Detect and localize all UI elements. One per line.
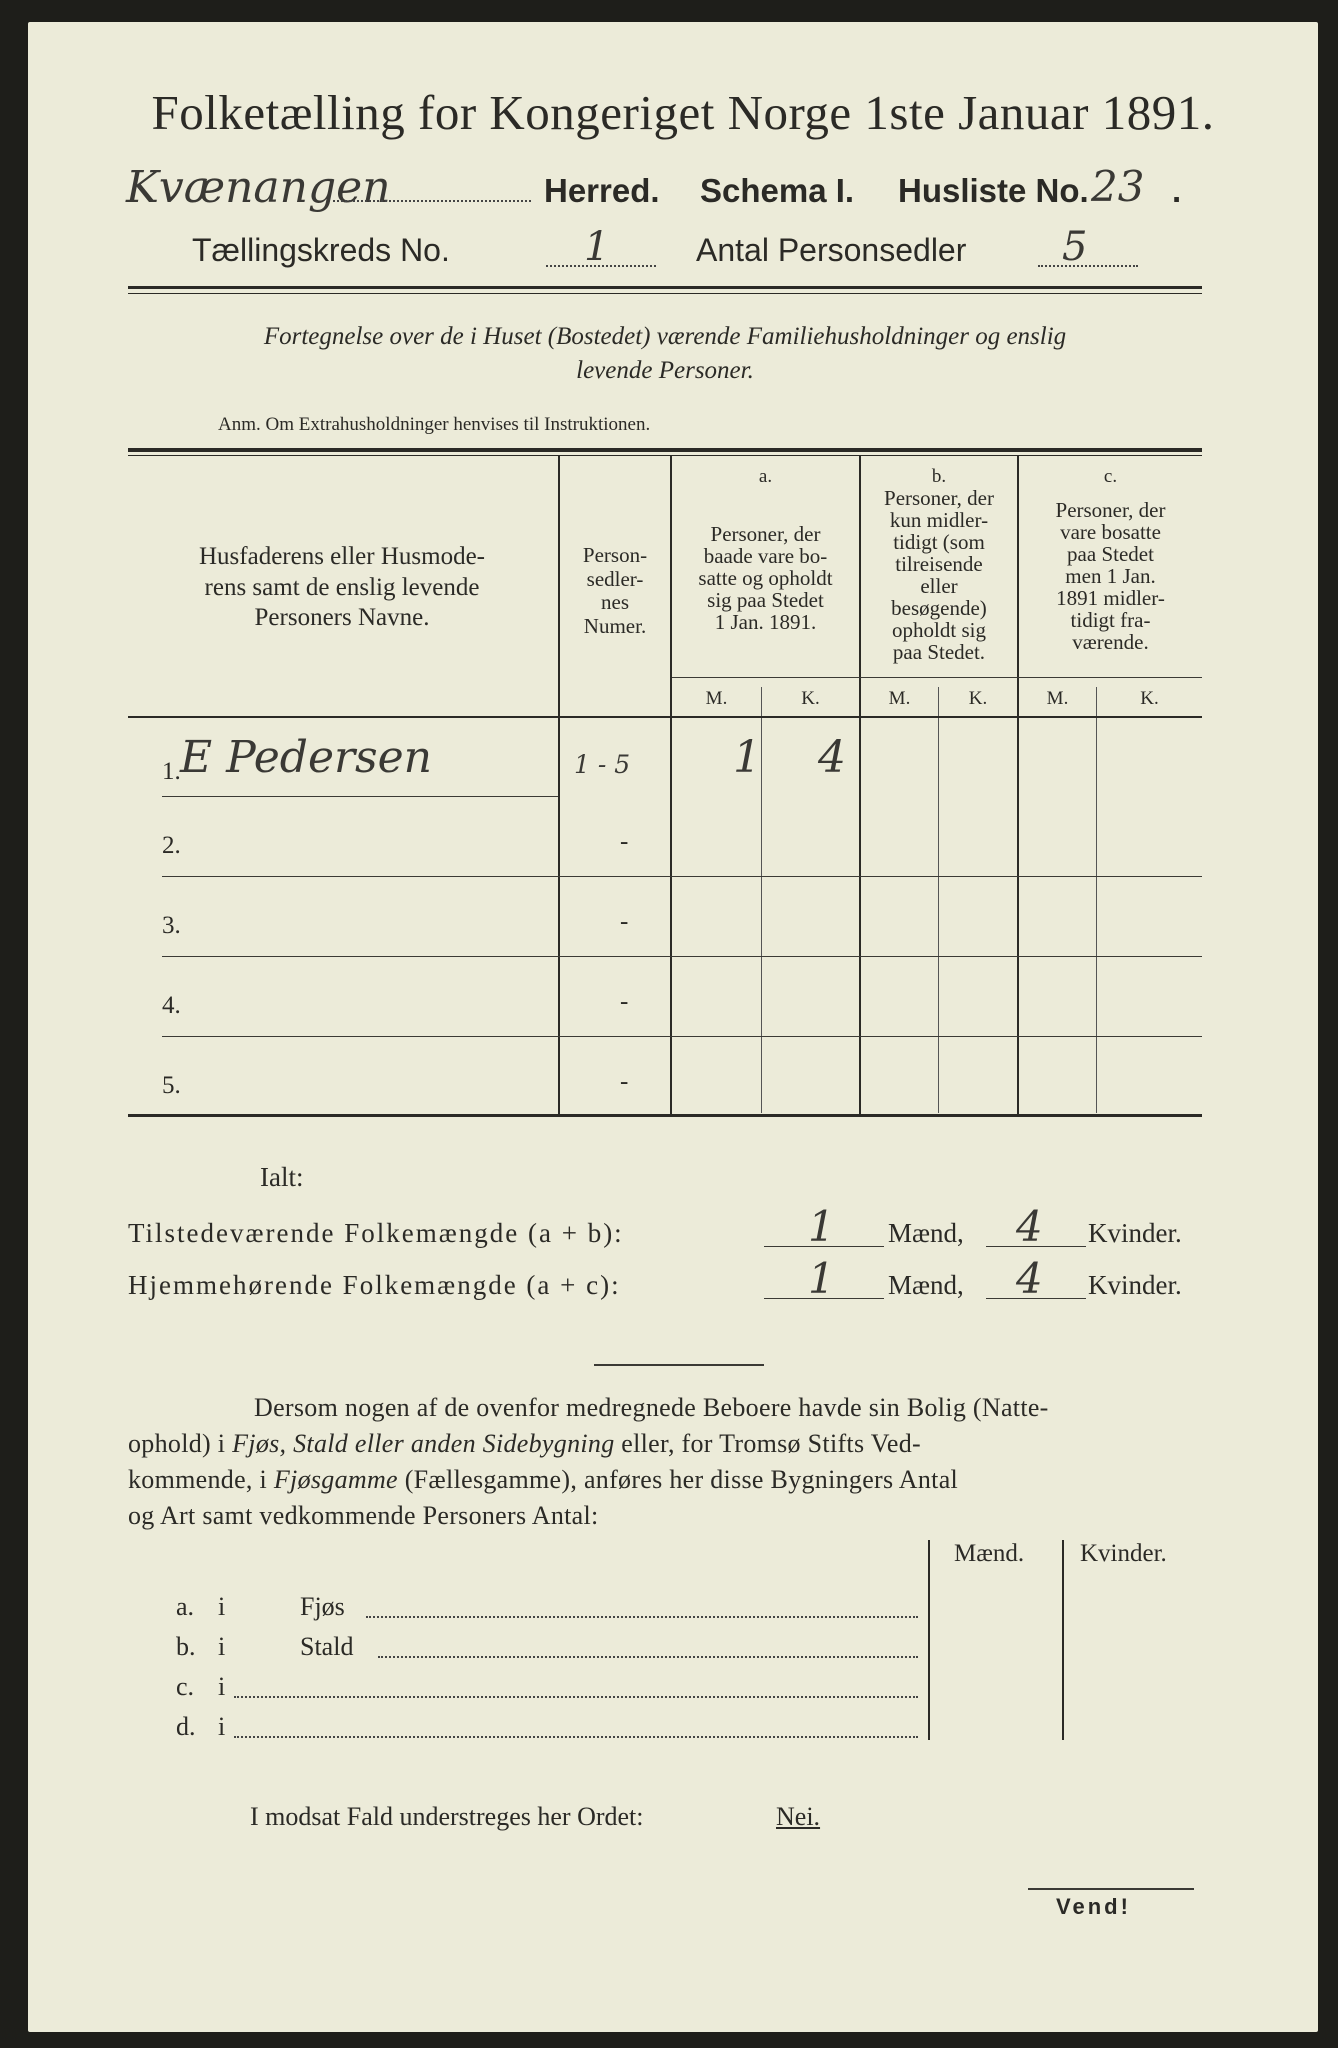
building-row-i: i bbox=[218, 1672, 226, 1701]
col-header-b-l7: opholdt sig bbox=[892, 618, 986, 643]
col-header-numer-l4: Numer. bbox=[583, 613, 647, 638]
row-a-k[interactable]: 4 bbox=[818, 732, 846, 783]
table-top-rule bbox=[128, 448, 1202, 452]
buildings-p2b: Fjøs, Stald eller anden Sidebygning bbox=[232, 1428, 615, 1458]
intro-line-2: levende Personer. bbox=[576, 356, 754, 384]
header-rule-top bbox=[128, 286, 1202, 289]
husliste-value[interactable]: 23 bbox=[1091, 162, 1145, 211]
census-form-sheet bbox=[28, 22, 1318, 2032]
buildings-p2 bbox=[128, 1426, 1202, 1462]
col-header-b-l5: eller bbox=[920, 574, 958, 599]
anm-note: Anm. Om Extrahusholdninger henvises til Instruktionen. bbox=[218, 414, 651, 435]
b-m-header: M. bbox=[888, 688, 911, 709]
table-row bbox=[128, 798, 1202, 877]
row-numer: - bbox=[620, 828, 629, 855]
col-header-b-l2: kun midler- bbox=[889, 507, 989, 532]
building-row-letter: d. bbox=[176, 1712, 196, 1741]
row-number: 5. bbox=[162, 1072, 181, 1099]
col-header-numer-l2: sedler- bbox=[586, 566, 644, 591]
building-row-letter: c. bbox=[176, 1672, 195, 1701]
col-header-names-line2 bbox=[132, 573, 552, 604]
row-numer: - bbox=[620, 908, 629, 935]
row-rule bbox=[162, 1036, 1202, 1037]
antal-label: Antal Personsedler bbox=[696, 232, 967, 268]
row-name[interactable]: E Pedersen bbox=[180, 732, 432, 783]
c-k-header: K. bbox=[1140, 688, 1159, 709]
tilstede-kvinder: Kvinder. bbox=[1088, 1218, 1182, 1248]
taellingskreds-label: Tællingskreds No. bbox=[192, 232, 450, 268]
buildings-p3b: Fjøsgamme bbox=[273, 1464, 398, 1494]
building-row-i: i bbox=[218, 1712, 226, 1741]
buildings-paragraph bbox=[128, 1390, 1202, 1534]
col-header-b-l1: Personer, der bbox=[884, 485, 994, 510]
buildings-p3c: (Fællesgamme), anføres her disse Bygningers Antal bbox=[397, 1464, 959, 1494]
row-a-m[interactable]: 1 bbox=[733, 732, 761, 783]
a-m-header: M. bbox=[705, 688, 728, 709]
row-numer: - bbox=[620, 988, 629, 1015]
buildings-p2a: ophold) i bbox=[128, 1428, 233, 1458]
col-header-numer bbox=[560, 544, 670, 638]
building-row-letter: a. bbox=[176, 1592, 195, 1621]
col-header-c bbox=[1019, 467, 1202, 653]
row-number: 1. bbox=[162, 758, 181, 785]
col-header-a-l2: baade vare bo- bbox=[703, 543, 828, 568]
building-row-dots bbox=[378, 1656, 918, 1658]
a-k-header: K. bbox=[801, 688, 820, 709]
col-header-a-l1: Personer, der bbox=[710, 521, 821, 546]
intro-text bbox=[128, 320, 1202, 388]
hjemme-kvinder: Kvinder. bbox=[1088, 1270, 1182, 1300]
table-row bbox=[128, 878, 1202, 957]
col-header-c-letter: c. bbox=[1103, 466, 1118, 487]
col-header-b-l4: tilreisende bbox=[895, 552, 983, 577]
intro-line-1: Fortegnelse over de i Huset (Bostedet) værende Familiehusholdninger og enslig bbox=[263, 323, 1067, 350]
table-top-rule-thin bbox=[128, 455, 1202, 456]
buildings-p3a: kommende, i bbox=[128, 1464, 274, 1494]
col-header-names-line1: Husfaderens eller Husmode- bbox=[198, 543, 485, 570]
col-header-b-l6: besøgende) bbox=[891, 596, 987, 621]
building-row-dots bbox=[234, 1696, 918, 1698]
table-row bbox=[128, 718, 1202, 797]
building-row-i: i bbox=[218, 1592, 226, 1621]
row-rule bbox=[162, 876, 1202, 877]
col-header-c-l6: tidigt fra- bbox=[1070, 608, 1151, 633]
buildings-p1: Dersom nogen af de ovenfor medregnede Beboere havde sin Bolig (Natte- bbox=[254, 1393, 1049, 1422]
antal-dotted-line bbox=[1038, 265, 1138, 267]
buildings-maend-header: Mænd. bbox=[954, 1540, 1025, 1567]
antal-value[interactable]: 5 bbox=[1062, 224, 1088, 270]
row-number: 2. bbox=[162, 832, 181, 859]
tilstede-k-value[interactable]: 4 bbox=[1016, 1202, 1043, 1251]
tilstede-label: Tilstedeværende Folkemængde (a + b): bbox=[128, 1218, 624, 1248]
col-header-c-l3: paa Stedet bbox=[1067, 542, 1154, 567]
tilstede-maend: Mænd, bbox=[888, 1218, 964, 1248]
herred-value[interactable]: Kvænangen bbox=[126, 162, 391, 213]
hjemme-k-value[interactable]: 4 bbox=[1016, 1254, 1043, 1303]
col-header-c-l5: 1891 midler- bbox=[1056, 586, 1165, 611]
buildings-kvinder-header: Kvinder. bbox=[1080, 1540, 1167, 1567]
buildings-divider-1 bbox=[928, 1540, 930, 1740]
nei-word: Nei. bbox=[776, 1802, 821, 1831]
husliste-period: . bbox=[1172, 172, 1182, 209]
row-number: 4. bbox=[162, 992, 181, 1019]
table-body bbox=[128, 718, 1202, 1114]
col-header-a-l5: 1 Jan. 1891. bbox=[714, 610, 817, 635]
col-header-b-l3: tidigt (som bbox=[893, 530, 985, 555]
husliste-label: Husliste No. bbox=[898, 172, 1089, 209]
buildings-p2c: eller, for Tromsø Stifts Ved- bbox=[614, 1428, 921, 1458]
buildings-list bbox=[176, 1592, 918, 1752]
col-header-names-line2-text: rens samt de enslig levende bbox=[204, 573, 480, 601]
hjemme-label: Hjemmehørende Folkemængde (a + c): bbox=[128, 1270, 621, 1300]
modsat-text: I modsat Fald understreges her Ordet: bbox=[250, 1802, 644, 1831]
col-header-a-letter: a. bbox=[758, 466, 773, 487]
hjemme-maend: Mænd, bbox=[888, 1270, 964, 1300]
herred-label: Herred. bbox=[544, 172, 660, 209]
col-header-a-l3: satte og opholdt bbox=[698, 566, 833, 591]
building-row-letter: b. bbox=[176, 1632, 196, 1661]
section-separator bbox=[594, 1364, 764, 1366]
building-row-label: Fjøs bbox=[300, 1592, 345, 1621]
col-header-a-l4: sig paa Stedet bbox=[707, 588, 824, 613]
table-bottom-rule bbox=[128, 1114, 1202, 1117]
table-row bbox=[128, 1038, 1202, 1114]
tilstede-m-value[interactable]: 1 bbox=[808, 1202, 835, 1251]
building-row-i: i bbox=[218, 1632, 226, 1661]
mk-top-rule bbox=[672, 677, 1202, 678]
schema-label: Schema I. bbox=[700, 172, 855, 209]
building-row-dots bbox=[366, 1616, 918, 1618]
col-header-b-l8: paa Stedet. bbox=[892, 640, 986, 665]
row-numer[interactable]: 1 - 5 bbox=[574, 750, 631, 779]
buildings-divider-2 bbox=[1062, 1540, 1064, 1740]
b-k-header: K. bbox=[968, 688, 988, 709]
building-row-dots bbox=[234, 1736, 918, 1738]
buildings-p3 bbox=[128, 1462, 1202, 1498]
row-number: 3. bbox=[162, 912, 181, 939]
row-rule bbox=[162, 956, 1202, 957]
col-header-a bbox=[672, 467, 859, 633]
c-m-header: M. bbox=[1046, 688, 1069, 709]
col-header-b-letter: b. bbox=[931, 466, 947, 487]
col-header-names bbox=[132, 542, 552, 634]
building-row-label: Stald bbox=[300, 1632, 354, 1661]
col-header-c-l4: men 1 Jan. bbox=[1065, 564, 1156, 589]
col-header-c-l7: værende. bbox=[1072, 630, 1149, 655]
hjemme-m-value[interactable]: 1 bbox=[808, 1254, 835, 1303]
row-numer: - bbox=[620, 1068, 629, 1095]
buildings-p4: og Art samt vedkommende Personers Antal: bbox=[128, 1500, 599, 1530]
col-header-c-l2: vare bosatte bbox=[1060, 519, 1161, 544]
col-header-c-l1: Personer, der bbox=[1055, 497, 1166, 522]
taellingskreds-value[interactable]: 1 bbox=[584, 224, 610, 270]
herred-dotted-line bbox=[333, 200, 531, 202]
header-rule-bottom bbox=[128, 293, 1202, 294]
table-row bbox=[128, 958, 1202, 1037]
col-header-numer-l3: nes bbox=[601, 590, 629, 615]
vend-text: Vend! bbox=[1056, 1894, 1131, 1919]
row-name-rule bbox=[162, 796, 558, 797]
vend-rule bbox=[1028, 1888, 1194, 1890]
col-header-b bbox=[861, 467, 1017, 663]
ialt-label: Ialt: bbox=[260, 1162, 304, 1192]
form-title: Folketælling for Kongeriget Norge 1ste Januar 1891. bbox=[151, 85, 1215, 140]
col-header-names-line3: Personers Navne. bbox=[254, 604, 430, 631]
col-header-numer-l1: Person- bbox=[582, 543, 648, 567]
